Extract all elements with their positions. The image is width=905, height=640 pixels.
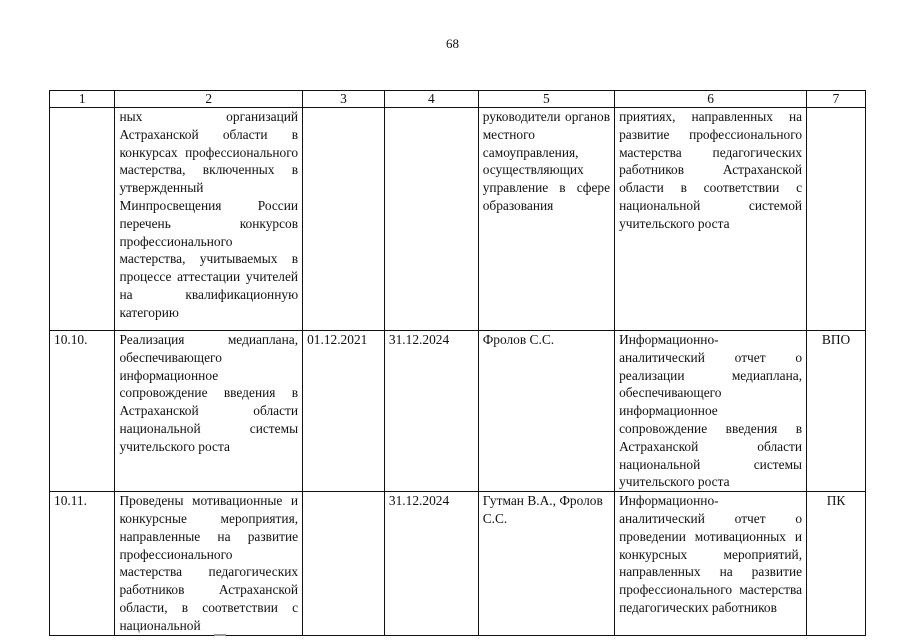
table-row (50, 492, 866, 635)
result-cell: Информационно-аналитический отчет о проведении мотивационных и конкурсных мероприятий, направленных на развитие профессионального мастерства педагогических работников (615, 492, 807, 635)
start-date-cell: 01.12.2021 (303, 331, 385, 492)
responsible-cell: Фролов С.С. (478, 331, 614, 492)
column-header-6: 6 (615, 91, 807, 108)
scan-mark (214, 634, 226, 636)
row-number: 10.10. (50, 331, 115, 492)
column-header-1: 1 (50, 91, 115, 108)
end-date-cell (384, 108, 478, 331)
table-row (50, 108, 866, 331)
row-number: 10.11. (50, 492, 115, 635)
plan-table (49, 90, 866, 636)
result-cell: Информационно-аналитический отчет о реализации медиаплана, обеспечивающего информационное сопровождение введения в Астраханской области национальной системы учительского роста (615, 331, 807, 492)
action-cell: Проведены мотивационные и конкурсные мероприятия, направленные на развитие профессионального мастерства педагогических работников Астраханской области, в соответствии с национальной (115, 492, 303, 635)
responsible-cell: руководители органов местного самоуправления, осуществляющих управление в сфере образования (478, 108, 614, 331)
page-number: 68 (446, 36, 459, 51)
column-number-row (50, 91, 866, 108)
column-header-2: 2 (115, 91, 303, 108)
type-cell: ПК (807, 492, 866, 635)
table-row (50, 331, 866, 492)
start-date-cell (303, 108, 385, 331)
column-header-5: 5 (478, 91, 614, 108)
column-header-7: 7 (807, 91, 866, 108)
end-date-cell: 31.12.2024 (384, 331, 478, 492)
action-cell: ных организаций Астраханской области в конкурсах профессионального мастерства, включенных в утвержденный Минпросвещения России перечень конкурсов профессионального мастерства, учитываемых в процессе аттестации учителей на квалификационную категорию (115, 108, 303, 331)
responsible-cell: Гутман В.А., Фролов С.С. (478, 492, 614, 635)
end-date-cell: 31.12.2024 (384, 492, 478, 635)
start-date-cell (303, 492, 385, 635)
result-cell: приятиях, направленных на развитие профессионального мастерства педагогических работников Астраханской области в соответствии с национальной системой учительского роста (615, 108, 807, 331)
type-cell (807, 108, 866, 331)
row-number (50, 108, 115, 331)
type-cell: ВПО (807, 331, 866, 492)
action-cell: Реализация медиаплана, обеспечивающего информационное сопровождение введения в Астраханской области национальной системы учительского роста (115, 331, 303, 492)
column-header-3: 3 (303, 91, 385, 108)
column-header-4: 4 (384, 91, 478, 108)
